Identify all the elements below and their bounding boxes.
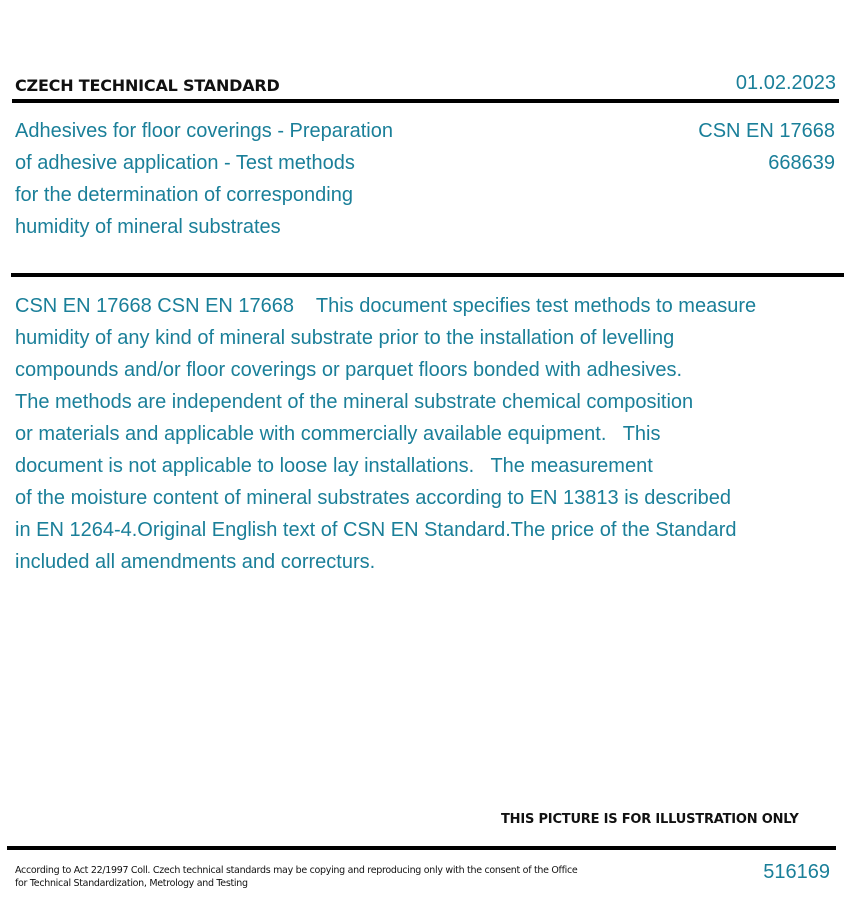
title-line: for the determination of corresponding bbox=[15, 184, 353, 206]
illustration-notice: THIS PICTURE IS FOR ILLUSTRATION ONLY bbox=[501, 812, 799, 827]
description-line: humidity of any kind of mineral substrate prior to the installation of levelling bbox=[15, 327, 675, 349]
title-line: Adhesives for floor coverings - Preparation bbox=[15, 120, 393, 142]
header-divider bbox=[12, 99, 839, 103]
description-line: of the moisture content of mineral substrates according to EN 13813 is described bbox=[15, 487, 731, 509]
description-line: compounds and/or floor coverings or parquet floors bonded with adhesives. bbox=[15, 359, 683, 381]
document-description bbox=[15, 290, 855, 578]
footer-divider bbox=[7, 846, 836, 850]
document-title bbox=[15, 115, 455, 243]
legal-notice bbox=[15, 864, 615, 890]
description-line: or materials and applicable with commercially available equipment. This bbox=[15, 423, 661, 445]
title-line: of adhesive application - Test methods bbox=[15, 152, 355, 174]
description-line: in EN 1264-4.Original English text of CSN EN Standard.The price of the Standard bbox=[15, 519, 737, 541]
legal-line: for Technical Standardization, Metrology and Testing bbox=[15, 878, 248, 889]
section-divider bbox=[11, 273, 844, 277]
description-line: document is not applicable to loose lay installations. The measurement bbox=[15, 455, 653, 477]
legal-line: According to Act 22/1997 Coll. Czech technical standards may be copying and reproducing only with the consent of the Office bbox=[15, 865, 578, 876]
description-line: The methods are independent of the mineral substrate chemical composition bbox=[15, 391, 694, 413]
publication-date: 01.02.2023 bbox=[735, 72, 836, 94]
description-line: CSN EN 17668 CSN EN 17668 This document specifies test methods to measure bbox=[15, 295, 757, 317]
standard-type-label: CZECH TECHNICAL STANDARD bbox=[15, 76, 280, 95]
title-line: humidity of mineral substrates bbox=[15, 216, 281, 238]
document-number: 516169 bbox=[763, 861, 830, 883]
standard-codes bbox=[698, 115, 835, 179]
standard-code: CSN EN 17668 bbox=[698, 120, 835, 142]
description-line: included all amendments and correcturs. bbox=[15, 551, 376, 573]
catalog-number: 668639 bbox=[768, 152, 835, 174]
